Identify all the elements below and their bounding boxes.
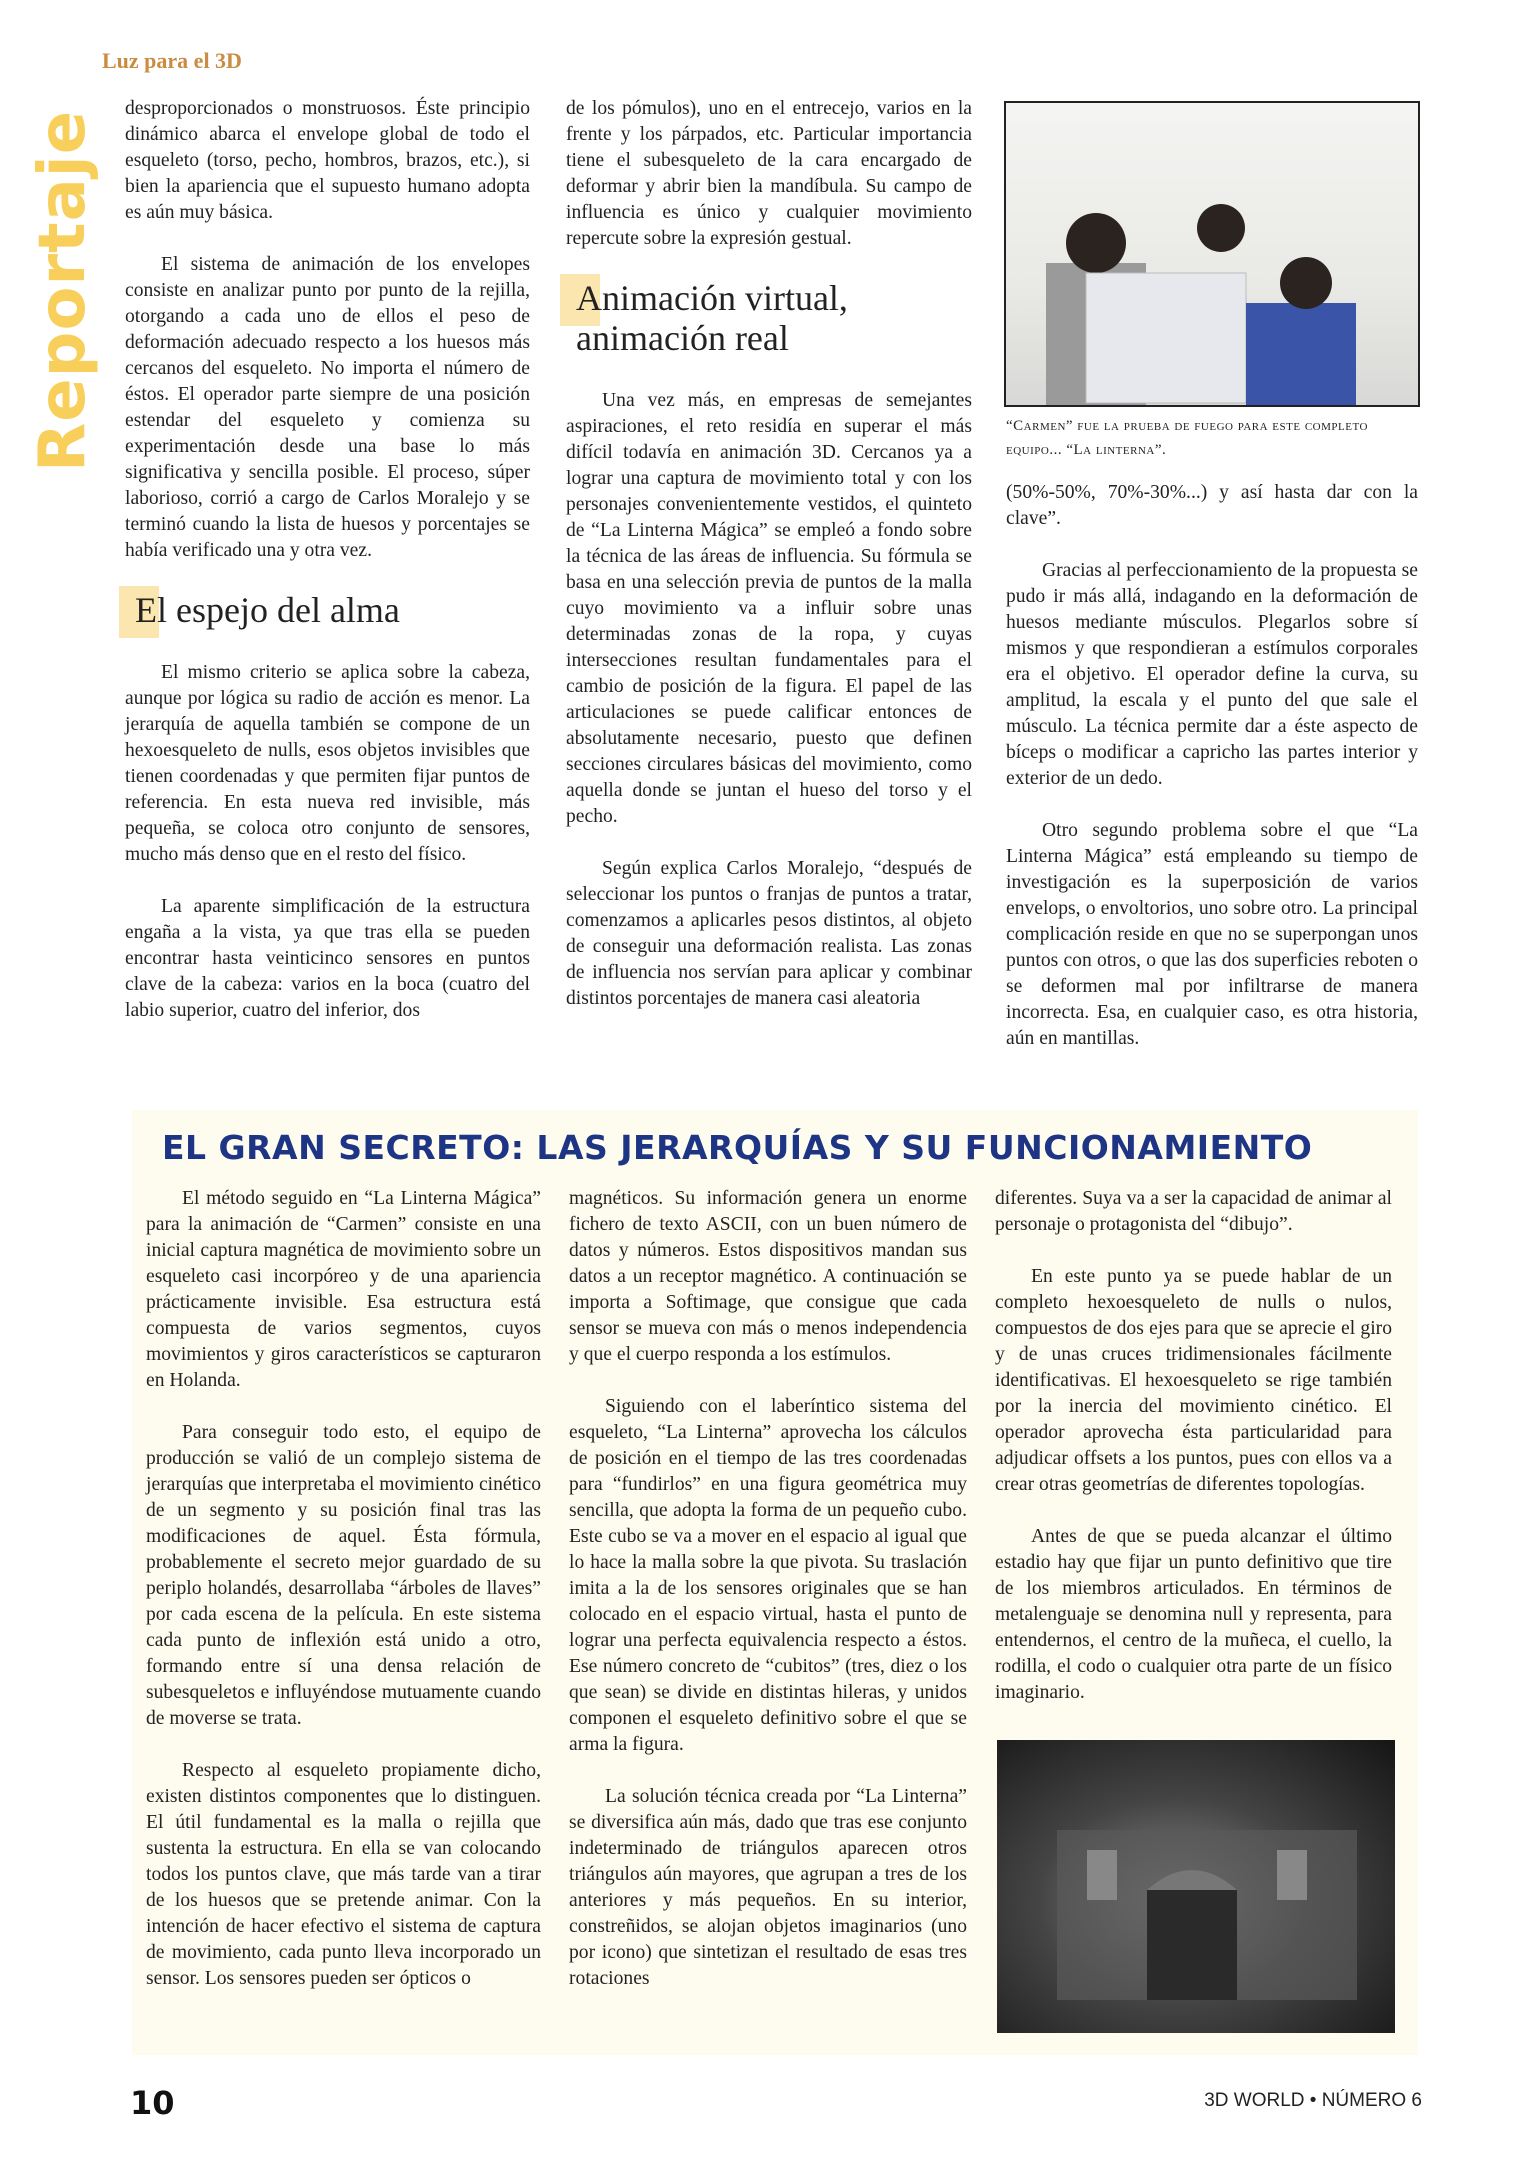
publication-footer: 3D WORLD • NÚMERO 6 (1204, 2090, 1422, 2111)
paragraph: Respecto al esqueleto propiamente dicho, existen distintos componentes que lo distinguen. El útil fundamental es la malla o rejilla que sustenta la estructura. En ella se van colocando todos los puntos clave, que más tarde van a tirar de los huesos que se pretende animar. Con la intención de hacer efectivo el sistema de captura de movimiento, cada punto lleva incorporado un sensor. Los sensores pueden ser ópticos o (146, 1760, 541, 1989)
sidebar-column-2 (569, 1186, 967, 2018)
paragraph: Antes de que se pueda alcanzar el último estadio hay que fijar un punto definitivo que tire de los miembros articulados. En términos de metalenguaje se denomina null y representa, para entendernos, el centro de la muñeca, el cuello, la rodilla, el codo o cualquier otra parte de un físico imaginario. (995, 1526, 1392, 1703)
sidebar-column-1 (146, 1186, 541, 2018)
paragraph: La aparente simplificación de la estructura engaña a la vista, ya que tras ella se pueden encontrar hasta veinticinco sensores en puntos clave de la cabeza: varios en la boca (cuatro del labio superior, cuatro del inferior, dos (125, 896, 530, 1021)
paragraph: Gracias al perfeccionamiento de la propuesta se pudo ir más allá, indagando en la deformación de huesos mediante músculos. Plegarlos sobre sí mismos y que respondieran a estímulos corporales era el objetivo. El operador define la curva, su amplitud, la escala y el punto del que sale el músculo. La técnica permite dar a éste aspecto de bíceps o modificar a capricho las partes interior y exterior de un dedo. (1006, 560, 1418, 789)
article-column-2 (566, 96, 972, 1038)
page-number: 10 (130, 2084, 175, 2122)
paragraph: Otro segundo problema sobre el que “La Linterna Mágica” está empleando su tiempo de investigación es la superposición de varios envelops, o envoltorios, uno sobre otro. La principal complicación reside en que no se superpongan unos puntos con otros, o que las dos superficies reboten o se deformen mal por infiltrarse de manera incorrecta. Esa, en cualquier caso, es otra historia, aún en mantillas. (1006, 820, 1418, 1049)
running-header: Luz para el 3D (102, 48, 242, 73)
sidebar-title: EL GRAN SECRETO: LAS JERARQUÍAS Y SU FUNCIONAMIENTO (162, 1128, 1313, 1167)
paragraph: Una vez más, en empresas de semejantes aspiraciones, el reto residía en superar el más difícil todavía en animación 3D. Cercanos ya a lograr una captura de movimiento total y con los personajes convenientemente vestidos, el quinteto de “La Linterna Mágica” se empleó a fondo sobre la técnica de las áreas de influencia. Su fórmula se basa en una selección previa de puntos de la malla cuyo movimiento va a influir sobre unas determinadas zonas de la ropa, y cuyas intersecciones resultan fundamentales para el cambio de posición de la figura. El papel de las articulaciones se puede calificar entonces de absolutamente necesario, puesto que definen secciones circulares básicas del movimiento, como aquella donde se juntan el hueso del torso y el pecho. (566, 390, 972, 827)
sidebar-column-3 (995, 1186, 1392, 1732)
subheading (566, 278, 972, 358)
paragraph: Según explica Carlos Moralejo, “después de seleccionar los puntos o franjas de puntos a tratar, comenzamos a aplicarles pesos distintos, al objeto de conseguir una deformación realista. Las zonas de influencia nos servían para aplicar y combinar distintos porcentajes de manera casi aleatoria (566, 858, 972, 1009)
article-column-1 (125, 96, 530, 1050)
paragraph: desproporcionados o monstruosos. Éste principio dinámico abarca el envelope global de todo el esqueleto (torso, pecho, hombros, brazos, etc.), si bien la apariencia que el supuesto humano adopta es aún muy básica. (125, 98, 530, 223)
photo-caption: “Carmen” fue la prueba de fuego para este completo equipo... “La linterna”. (1006, 418, 1368, 458)
paragraph: de los pómulos), uno en el entrecejo, varios en la frente y los párpados, etc. Particular importancia tiene el subesqueleto de la cara encargado de deformar y abrir bien la mandíbula. Su campo de influencia es único y cualquier movimiento repercute sobre la expresión gestual. (566, 98, 972, 249)
photo-illustration (1006, 103, 1420, 407)
section-label: Reportaje (26, 109, 100, 472)
subheading-text: El espejo del alma (135, 590, 400, 630)
subheading-text: Animación virtual, animación real (576, 278, 848, 358)
paragraph: Siguiendo con el laberíntico sistema del esqueleto, “La Linterna” aprovecha los cálculos de posición en el tiempo de las tres coordenadas para “fundirlos” en una figura geométrica muy sencilla, que adopta la forma de un pequeño cubo. Este cubo se va a mover en el espacio al igual que lo hace la malla sobre la que pivota. Su traslación imita a la de los sensores originales que se han colocado en el espacio virtual, hasta el punto de lograr una perfecta equivalencia respecto a éstos. Ese número concreto de “cubitos” (tres, diez o los que sean) se divide en distintas hileras, y unidos componen el esqueleto definitivo sobre el que se arma la figura. (569, 1396, 967, 1755)
paragraph: magnéticos. Su información genera un enorme fichero de texto ASCII, con un buen número de datos y números. Estos dispositivos mandan sus datos a un receptor magnético. A continuación se importa a Softimage, que consigue que cada sensor se mueva con más o menos independencia y que el cuerpo responda a los estímulos. (569, 1188, 967, 1365)
paragraph: El mismo criterio se aplica sobre la cabeza, aunque por lógica su radio de acción es menor. La jerarquía de aquella también se compone de un hexoesqueleto de nulls, esos objetos invisibles que tienen coordenadas y que permiten fijar puntos de referencia. En esta nueva red invisible, más pequeña, se coloca otro conjunto de sensores, mucho más denso que en el resto del físico. (125, 662, 530, 865)
paragraph: El método seguido en “La Linterna Mágica” para la animación de “Carmen” consiste en una inicial captura magnética de movimiento sobre un esqueleto casi incorpóreo y de una apariencia prácticamente invisible. Esa estructura está compuesta de varios segmentos, cuyos movimientos y giros característicos se capturaron en Holanda. (146, 1188, 541, 1391)
paragraph: La solución técnica creada por “La Linterna” se diversifica aún más, dado que tras ese conjunto indeterminado de triángulos aparecen otros triángulos aún mayores, que agrupan a tres de los anteriores y más pequeños. En su interior, constreñidos, se alojan objetos imaginarios (uno por icono) que sintetizan el resultado de esas tres rotaciones (569, 1786, 967, 1989)
paragraph: (50%-50%, 70%-30%...) y así hasta dar con la clave”. (1006, 482, 1418, 529)
paragraph: El sistema de animación de los envelopes consiste en analizar punto por punto de la rejilla, otorgando a cada uno de ellos el peso de deformación adecuado respecto a los huesos más cercanos del esqueleto. No importa el número de éstos. El operador parte siempre de una posición estendar del esqueleto y comienza su experimentación desde una base lo más significativa y sencilla posible. El proceso, súper laborioso, corrió a cargo de Carlos Moralejo y se terminó cuando la lista de huesos y porcentajes se había verificado una y otra vez. (125, 254, 530, 561)
building-render (997, 1740, 1395, 2033)
subheading (125, 590, 530, 630)
paragraph: Para conseguir todo esto, el equipo de producción se valió de un complejo sistema de jerarquías que interpretaba el movimiento cinético de un segmento y su posición final tras las modificaciones de aquel. Ésta fórmula, probablemente el secreto mejor guardado de su periplo holandés, desarrollaba “árboles de llaves” por cada escena de la película. En este sistema cada punto de inflexión está unido a otro, formando entre sí una densa relación de subesqueletos e influyéndose mutuamente cuando de moverse se trata. (146, 1422, 541, 1729)
article-column-3 (1006, 480, 1418, 1078)
render-image (997, 1740, 1395, 2033)
paragraph: En este punto ya se puede hablar de un completo hexoesqueleto de nulls o nulos, compuestos de dos ejes para que se aprecie el giro y de unas cruces tridimensionales fácilmente identificativas. El hexoesqueleto se rige también por la inercia del movimiento cinético. El operador aprovecha ésta particularidad para adjudicar offsets a los puntos, pues con ellos va a crear otras geometrías de diferentes topologías. (995, 1266, 1392, 1495)
team-photo (1004, 101, 1420, 407)
paragraph: diferentes. Suya va a ser la capacidad de animar al personaje o protagonista del “dibujo”. (995, 1188, 1392, 1235)
